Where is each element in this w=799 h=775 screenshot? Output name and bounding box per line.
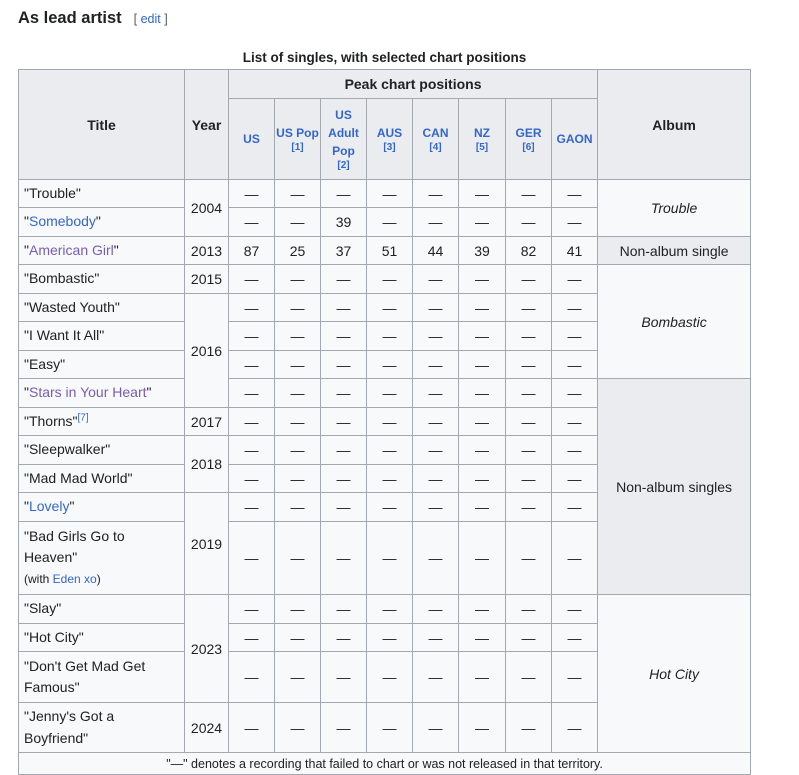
peak-cell: — (413, 294, 459, 322)
peak-cell: — (413, 595, 459, 624)
peak-cell: — (367, 465, 413, 493)
title-cell (19, 522, 185, 595)
edit-bracket-close: ] (164, 12, 168, 26)
peak-cell: — (275, 652, 321, 703)
featuring-note (24, 569, 179, 591)
peak-cell: — (367, 351, 413, 379)
peak-cell: — (413, 522, 459, 595)
peak-cell: — (321, 351, 367, 379)
song-link[interactable]: Stars in Your Heart (28, 384, 147, 401)
peak-cell: — (275, 522, 321, 595)
title-cell: "American Girl" (19, 237, 185, 265)
peak-cell: — (367, 294, 413, 322)
peak-cell: — (275, 493, 321, 522)
peak-cell: — (229, 294, 275, 322)
peak-cell: — (459, 208, 506, 237)
peak-cell: — (275, 465, 321, 493)
year-cell: 2017 (185, 408, 229, 436)
peak-cell: — (321, 703, 367, 753)
peak-cell: — (275, 624, 321, 652)
peak-cell: — (229, 351, 275, 379)
peak-cell: — (229, 595, 275, 624)
col-header-title: Title (19, 70, 185, 180)
peak-cell: — (506, 180, 552, 208)
peak-cell: — (275, 595, 321, 624)
chart-col-2 (321, 99, 367, 180)
peak-cell: — (552, 703, 598, 753)
peak-cell: — (459, 379, 506, 408)
chart-col-1 (275, 99, 321, 180)
peak-cell: — (413, 408, 459, 436)
featured-artist-link[interactable]: Eden xo (52, 571, 97, 586)
col-header-album: Album (598, 70, 751, 180)
peak-cell: — (275, 351, 321, 379)
peak-cell: — (367, 208, 413, 237)
peak-cell: — (506, 322, 552, 351)
peak-cell: — (506, 351, 552, 379)
peak-cell: — (275, 180, 321, 208)
peak-cell: — (321, 652, 367, 703)
peak-cell: — (413, 265, 459, 294)
title-cell: "Easy" (19, 351, 185, 379)
year-cell: 2015 (185, 265, 229, 294)
peak-cell: — (367, 408, 413, 436)
peak-cell: — (413, 493, 459, 522)
chart-ref[interactable]: [2] (337, 160, 350, 171)
peak-cell: — (229, 493, 275, 522)
peak-cell: — (413, 180, 459, 208)
peak-cell: — (367, 624, 413, 652)
peak-cell: — (229, 703, 275, 753)
year-cell: 2013 (185, 237, 229, 265)
album-cell: Hot City (598, 595, 751, 753)
peak-cell: 82 (506, 237, 552, 265)
peak-cell: — (229, 322, 275, 351)
peak-cell: — (275, 703, 321, 753)
peak-cell: — (367, 703, 413, 753)
singles-table (18, 69, 751, 775)
album-cell: Non-album singles (598, 379, 751, 595)
title-cell: "I Want It All" (19, 322, 185, 351)
peak-cell: — (229, 652, 275, 703)
chart-link[interactable]: US Pop (276, 126, 319, 140)
peak-cell: — (367, 652, 413, 703)
peak-cell: — (275, 408, 321, 436)
year-cell: 2023 (185, 595, 229, 703)
title-cell: "Bombastic" (19, 265, 185, 294)
chart-link[interactable]: CAN (422, 126, 449, 140)
peak-cell: — (506, 379, 552, 408)
col-header-year: Year (185, 70, 229, 180)
peak-cell: — (367, 595, 413, 624)
table-footnote: "—" denotes a recording that failed to chart or was not released in that territory. (19, 753, 751, 775)
peak-cell: — (506, 703, 552, 753)
chart-link[interactable]: US (243, 132, 260, 146)
peak-cell: — (275, 379, 321, 408)
title-cell: "Wasted Youth" (19, 294, 185, 322)
peak-cell: — (459, 652, 506, 703)
chart-col-3 (367, 99, 413, 180)
title-cell: "Slay" (19, 595, 185, 624)
peak-cell: — (459, 408, 506, 436)
peak-cell: — (321, 408, 367, 436)
peak-cell: — (321, 379, 367, 408)
peak-cell: — (552, 595, 598, 624)
peak-cell: — (506, 595, 552, 624)
title-cell (19, 408, 185, 436)
song-link[interactable]: American Girl (28, 241, 114, 258)
peak-cell: 25 (275, 237, 321, 265)
song-link[interactable]: Lovely (28, 498, 70, 515)
peak-cell: — (321, 265, 367, 294)
peak-cell: — (321, 322, 367, 351)
peak-cell: — (552, 294, 598, 322)
peak-cell: — (459, 322, 506, 351)
peak-cell: — (552, 351, 598, 379)
peak-cell: — (552, 465, 598, 493)
peak-cell: — (459, 351, 506, 379)
peak-cell: — (506, 652, 552, 703)
peak-cell: — (275, 294, 321, 322)
peak-cell: — (506, 208, 552, 237)
peak-cell: — (552, 265, 598, 294)
title-cell: "Stars in Your Heart" (19, 379, 185, 408)
title-cell: "Somebody" (19, 208, 185, 237)
peak-cell: — (459, 595, 506, 624)
peak-cell: — (229, 436, 275, 465)
edit-bracket-open: [ (133, 12, 138, 26)
peak-cell: — (367, 180, 413, 208)
peak-cell: — (552, 522, 598, 595)
peak-cell: — (321, 294, 367, 322)
featuring-prefix: (with (24, 571, 53, 586)
peak-cell: — (459, 703, 506, 753)
title-cell: "Lovely" (19, 493, 185, 522)
peak-cell: — (459, 180, 506, 208)
peak-cell: — (506, 408, 552, 436)
peak-cell: — (506, 465, 552, 493)
title-cell: "Trouble" (19, 180, 185, 208)
peak-cell: — (367, 322, 413, 351)
peak-cell: — (367, 436, 413, 465)
citation-ref[interactable]: [7] (77, 412, 89, 424)
peak-cell: 44 (413, 237, 459, 265)
year-cell: 2016 (185, 294, 229, 408)
chart-link[interactable]: GER (515, 126, 542, 140)
peak-cell: — (459, 265, 506, 294)
title-cell: "Hot City" (19, 624, 185, 652)
year-cell: 2004 (185, 180, 229, 237)
peak-cell: — (229, 624, 275, 652)
peak-cell: — (459, 493, 506, 522)
chart-col-4 (413, 99, 459, 180)
chart-ref[interactable]: [4] (429, 142, 442, 153)
peak-cell: — (552, 436, 598, 465)
year-cell: 2018 (185, 436, 229, 493)
title-cell: "Jenny's Got a Boyfriend" (19, 703, 185, 753)
year-cell: 2019 (185, 493, 229, 595)
peak-cell: — (367, 522, 413, 595)
peak-cell: — (506, 294, 552, 322)
peak-cell: — (321, 493, 367, 522)
peak-cell: — (552, 322, 598, 351)
peak-cell: — (413, 379, 459, 408)
peak-cell: — (275, 208, 321, 237)
chart-link[interactable]: US Adult Pop (328, 108, 359, 158)
chart-link[interactable]: GAON (556, 132, 593, 146)
peak-cell: — (229, 408, 275, 436)
peak-cell: 87 (229, 237, 275, 265)
peak-cell: — (367, 493, 413, 522)
peak-cell: — (506, 436, 552, 465)
peak-cell: — (413, 624, 459, 652)
peak-cell: — (552, 180, 598, 208)
album-cell: Trouble (598, 180, 751, 237)
peak-cell: — (552, 408, 598, 436)
title-cell: "Don't Get Mad Get Famous" (19, 652, 185, 703)
peak-cell: — (275, 322, 321, 351)
peak-cell: — (229, 379, 275, 408)
peak-cell: — (552, 493, 598, 522)
peak-cell: 51 (367, 237, 413, 265)
song-link[interactable]: Somebody (28, 213, 96, 230)
peak-cell: — (413, 351, 459, 379)
chart-ref[interactable]: [3] (383, 142, 396, 153)
peak-cell: — (552, 624, 598, 652)
peak-cell: — (506, 522, 552, 595)
edit-link[interactable]: edit (140, 12, 161, 26)
peak-cell: — (275, 265, 321, 294)
peak-cell: — (506, 265, 552, 294)
peak-cell: — (275, 436, 321, 465)
peak-cell: 39 (321, 208, 367, 237)
peak-cell: — (229, 265, 275, 294)
peak-cell: — (321, 595, 367, 624)
album-cell: Bombastic (598, 265, 751, 379)
peak-cell: — (321, 180, 367, 208)
peak-cell: — (229, 465, 275, 493)
peak-cell: — (367, 265, 413, 294)
chart-link[interactable]: NZ (474, 126, 490, 140)
peak-cell: — (229, 208, 275, 237)
chart-col-7 (552, 99, 598, 180)
peak-cell: — (321, 522, 367, 595)
peak-cell: — (506, 624, 552, 652)
peak-cell: — (367, 379, 413, 408)
chart-ref[interactable]: [5] (475, 142, 489, 153)
peak-cell: — (321, 465, 367, 493)
chart-col-0 (229, 99, 275, 180)
peak-cell: — (413, 436, 459, 465)
album-cell: Non-album single (598, 237, 751, 265)
peak-cell: — (413, 322, 459, 351)
chart-col-5 (459, 99, 506, 180)
peak-cell: — (459, 522, 506, 595)
peak-cell: 37 (321, 237, 367, 265)
chart-link[interactable]: AUS (376, 126, 403, 140)
peak-cell: — (552, 652, 598, 703)
section-title: As lead artist (18, 9, 122, 27)
peak-cell: — (552, 379, 598, 408)
chart-ref[interactable]: [1] (291, 142, 304, 153)
peak-cell: — (459, 436, 506, 465)
chart-col-6 (506, 99, 552, 180)
peak-cell: 39 (459, 237, 506, 265)
peak-cell: — (413, 465, 459, 493)
chart-ref[interactable]: [6] (522, 142, 535, 153)
peak-cell: — (413, 652, 459, 703)
peak-cell: — (413, 703, 459, 753)
peak-cell: — (321, 624, 367, 652)
featuring-suffix: ) (96, 571, 101, 586)
title-cell: "Mad Mad World" (19, 465, 185, 493)
peak-cell: — (552, 208, 598, 237)
peak-cell: — (413, 208, 459, 237)
year-cell: 2024 (185, 703, 229, 753)
song-title: "Thorns" (24, 412, 78, 429)
peak-cell: — (321, 436, 367, 465)
peak-cell: — (506, 493, 552, 522)
peak-cell: — (229, 180, 275, 208)
section-heading (18, 9, 168, 33)
table-caption: List of singles, with selected chart positions (242, 50, 527, 65)
song-title: "Bad Girls Go to Heaven" (24, 527, 125, 566)
title-cell: "Sleepwalker" (19, 436, 185, 465)
peak-cell: — (459, 294, 506, 322)
peak-cell: — (229, 522, 275, 595)
col-header-peak: Peak chart positions (229, 70, 598, 99)
peak-cell: 41 (552, 237, 598, 265)
peak-cell: — (459, 624, 506, 652)
peak-cell: — (459, 465, 506, 493)
edit-section (134, 12, 168, 26)
